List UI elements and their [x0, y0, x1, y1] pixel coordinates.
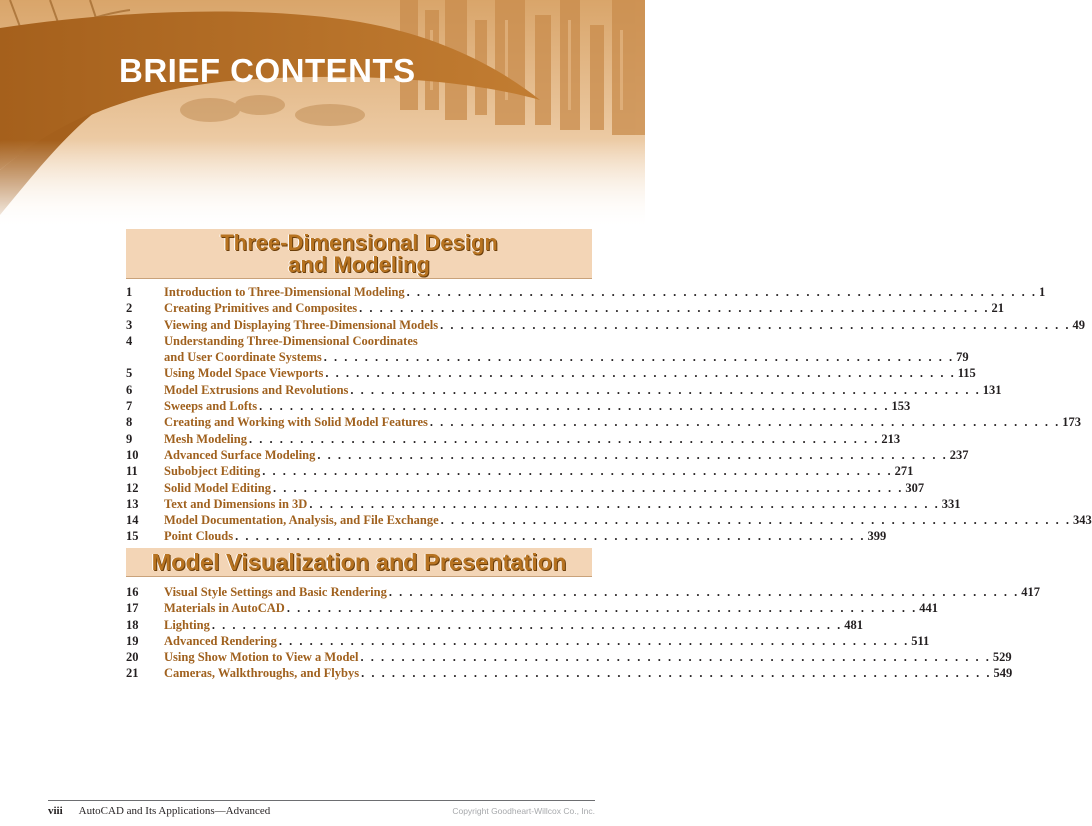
leader-dots: . . . . . . . . . . . . . . . . . . . . . . . . . . . . . . . . . . . . . . . . . . . . . . . . . . . . . . . . . . . . . .: [429, 415, 1061, 430]
chapter-number: 18: [126, 617, 139, 632]
section-heading-3d-design: [126, 229, 592, 279]
leader-dots: . . . . . . . . . . . . . . . . . . . . . . . . . . . . . . . . . . . . . . . . . . . . . . . . . . . . . . . . . . . . . .: [406, 285, 1038, 299]
leader-dots: . . . . . . . . . . . . . . . . . . . . . . . . . . . . . . . . . . . . . . . . . . . . . . . . . . . . . . . . . . . . . .: [361, 666, 992, 681]
chapter-number: 11: [126, 464, 138, 479]
toc-entry[interactable]: [126, 633, 930, 649]
page-number: 79: [956, 350, 969, 365]
leader-dots: . . . . . . . . . . . . . . . . . . . . . . . . . . . . . . . . . . . . . . . . . . . . . . . . . . . . . . . . . . . . . .: [359, 301, 990, 316]
chapter-title[interactable]: Advanced Rendering: [164, 633, 277, 648]
toc-entry[interactable]: [126, 528, 887, 544]
chapter-number: 5: [126, 366, 133, 381]
page-number: 131: [982, 382, 1002, 397]
page-number: 343: [1073, 513, 1092, 528]
leader-dots: . . . . . . . . . . . . . . . . . . . . . . . . . . . . . . . . . . . . . . . . . . . . . . . . . . . . . . . . . . . . . .: [323, 350, 955, 365]
leader-dots: . . . . . . . . . . . . . . . . . . . . . . . . . . . . . . . . . . . . . . . . . . . . . . . . . . . . . . . . . . . . . .: [259, 399, 890, 414]
page-number: 213: [881, 431, 901, 446]
toc-entry[interactable]: [126, 512, 1092, 528]
page-number: 549: [993, 666, 1013, 681]
toc-entry[interactable]: [126, 349, 969, 365]
toc-entry[interactable]: [126, 665, 1013, 681]
page-number: 481: [844, 617, 863, 632]
chapter-number: 14: [126, 513, 139, 528]
leader-dots: . . . . . . . . . . . . . . . . . . . . . . . . . . . . . . . . . . . . . . . . . . . . . . . . . . . . . . . . . . . . . .: [350, 382, 981, 397]
toc-entry[interactable]: [126, 584, 1040, 600]
chapter-title[interactable]: Sweeps and Lofts: [164, 399, 258, 414]
leader-dots: . . . . . . . . . . . . . . . . . . . . . . . . . . . . . . . . . . . . . . . . . . . . . . . . . . . . . . . . . . . . . .: [272, 480, 904, 495]
chapter-title[interactable]: Introduction to Three-Dimensional Modeling: [164, 285, 405, 299]
chapter-title[interactable]: Subobject Editing: [164, 464, 261, 479]
page-number: 115: [957, 366, 976, 381]
page-number: 441: [919, 601, 938, 616]
chapter-number: 19: [126, 633, 139, 648]
page-number: 1: [1039, 285, 1046, 299]
leader-dots: . . . . . . . . . . . . . . . . . . . . . . . . . . . . . . . . . . . . . . . . . . . . . . . . . . . . . . . . . . . . . .: [262, 464, 893, 479]
page-number: 307: [905, 480, 925, 495]
footer-divider: [48, 800, 595, 801]
page-number: 49: [1072, 317, 1085, 332]
toc-entry[interactable]: [126, 398, 911, 414]
chapter-title[interactable]: Advanced Surface Modeling: [164, 447, 316, 462]
chapter-title[interactable]: Cameras, Walkthroughs, and Flybys: [164, 666, 360, 681]
page-number: 529: [992, 650, 1012, 665]
section-heading-visualization: [126, 548, 592, 577]
page-number: 21: [991, 301, 1005, 316]
chapter-title[interactable]: Lighting: [164, 617, 210, 632]
toc-entry[interactable]: [126, 382, 1002, 398]
leader-dots: . . . . . . . . . . . . . . . . . . . . . . . . . . . . . . . . . . . . . . . . . . . . . . . . . . . . . . . . . . . . . .: [278, 633, 910, 648]
toc-entry[interactable]: [126, 496, 961, 512]
toc-entry[interactable]: [126, 480, 925, 496]
chapter-title[interactable]: Model Documentation, Analysis, and File Exchange: [164, 513, 439, 528]
banner-artwork: [0, 0, 645, 230]
toc-entry[interactable]: [126, 317, 1085, 333]
toc-entry[interactable]: [126, 414, 1082, 430]
leader-dots: . . . . . . . . . . . . . . . . . . . . . . . . . . . . . . . . . . . . . . . . . . . . . . . . . . . . . . . . . . . . . .: [440, 513, 1072, 528]
chapter-title[interactable]: Creating Primitives and Composites: [164, 301, 358, 316]
chapter-number: 7: [126, 399, 133, 414]
chapter-number: 17: [126, 601, 139, 616]
chapter-number: 16: [126, 585, 139, 599]
page-number: 417: [1021, 585, 1040, 599]
chapter-title[interactable]: Creating and Working with Solid Model Features: [164, 415, 428, 430]
page-number: 399: [867, 529, 887, 544]
leader-dots: . . . . . . . . . . . . . . . . . . . . . . . . . . . . . . . . . . . . . . . . . . . . . . . . . . . . . . . . . . . . . .: [286, 601, 918, 616]
leader-dots: . . . . . . . . . . . . . . . . . . . . . . . . . . . . . . . . . . . . . . . . . . . . . . . . . . . . . . . . . . . . . .: [325, 366, 956, 381]
toc-entry[interactable]: [126, 600, 938, 616]
page-number: 173: [1062, 415, 1082, 430]
chapter-number: 3: [126, 317, 133, 332]
page-number: 511: [911, 633, 930, 648]
chapter-number: 12: [126, 480, 139, 495]
chapter-number: 20: [126, 650, 139, 665]
toc-entry[interactable]: [126, 649, 1012, 665]
chapter-title[interactable]: Using Model Space Viewports: [164, 366, 324, 381]
footer-copyright: Copyright Goodheart-Willcox Co., Inc.: [452, 806, 595, 816]
footer-left: [48, 805, 270, 817]
toc-entry[interactable]: [126, 365, 976, 381]
chapter-number: 21: [126, 666, 139, 681]
toc-section-3d-design: [126, 284, 1092, 545]
chapter-number: 4: [126, 333, 133, 348]
toc-entry[interactable]: [126, 463, 914, 479]
chapter-title[interactable]: Understanding Three-Dimensional Coordinates: [164, 333, 418, 348]
toc-entry[interactable]: [126, 617, 863, 633]
chapter-number: 10: [126, 447, 139, 462]
leader-dots: . . . . . . . . . . . . . . . . . . . . . . . . . . . . . . . . . . . . . . . . . . . . . . . . . . . . . . . . . . . . . .: [235, 529, 866, 544]
chapter-title[interactable]: Using Show Motion to View a Model: [164, 650, 359, 665]
leader-dots: . . . . . . . . . . . . . . . . . . . . . . . . . . . . . . . . . . . . . . . . . . . . . . . . . . . . . . . . . . . . . .: [317, 447, 948, 462]
toc-entry[interactable]: [126, 300, 1005, 316]
chapter-number: 6: [126, 382, 133, 397]
chapter-title[interactable]: Point Clouds: [164, 529, 234, 544]
section-heading-line1: Three-Dimensional Design: [220, 230, 498, 255]
toc-entry[interactable]: [126, 447, 969, 463]
chapter-title[interactable]: Materials in AutoCAD: [164, 601, 285, 616]
section-heading-line1: Model Visualization and Presentation: [151, 549, 567, 575]
chapter-title[interactable]: Solid Model Editing: [164, 480, 271, 495]
chapter-title[interactable]: Viewing and Displaying Three-Dimensional Models: [164, 317, 439, 332]
leader-dots: . . . . . . . . . . . . . . . . . . . . . . . . . . . . . . . . . . . . . . . . . . . . . . . . . . . . . . . . . . . . . .: [309, 496, 940, 511]
leader-dots: . . . . . . . . . . . . . . . . . . . . . . . . . . . . . . . . . . . . . . . . . . . . . . . . . . . . . . . . . . . . . .: [388, 585, 1020, 599]
toc-entry[interactable]: [126, 284, 1046, 300]
chapter-title[interactable]: and User Coordinate Systems: [164, 350, 322, 365]
page-number: 237: [949, 447, 969, 462]
footer-page-number: viii: [48, 805, 63, 817]
chapter-number: 2: [126, 301, 133, 316]
chapter-title[interactable]: Mesh Modeling: [164, 431, 247, 446]
chapter-number: 13: [126, 496, 139, 511]
chapter-title[interactable]: Visual Style Settings and Basic Rendering: [164, 585, 387, 599]
chapter-number: 15: [126, 529, 139, 544]
section-heading-line2: and Modeling: [288, 252, 430, 277]
toc-entry[interactable]: [126, 333, 592, 349]
leader-dots: . . . . . . . . . . . . . . . . . . . . . . . . . . . . . . . . . . . . . . . . . . . . . . . . . . . . . . . . . . . . . .: [360, 650, 991, 665]
leader-dots: . . . . . . . . . . . . . . . . . . . . . . . . . . . . . . . . . . . . . . . . . . . . . . . . . . . . . . . . . . . . . .: [211, 617, 843, 632]
chapter-title[interactable]: Model Extrusions and Revolutions: [164, 382, 349, 397]
chapter-number: 1: [126, 285, 133, 299]
chapter-title[interactable]: Text and Dimensions in 3D: [164, 496, 308, 511]
page-number: 331: [941, 496, 961, 511]
page-number: 271: [894, 464, 914, 479]
footer-book-title: AutoCAD and Its Applications—Advanced: [78, 805, 271, 817]
page-title: BRIEF CONTENTS: [119, 52, 416, 89]
toc-entry[interactable]: [126, 431, 901, 447]
header-banner: [0, 0, 645, 230]
chapter-number: 9: [126, 431, 133, 446]
leader-dots: . . . . . . . . . . . . . . . . . . . . . . . . . . . . . . . . . . . . . . . . . . . . . . . . . . . . . . . . . . . . . .: [440, 317, 1071, 332]
chapter-number: 8: [126, 415, 133, 430]
toc-section-visualization: [126, 584, 1040, 682]
leader-dots: . . . . . . . . . . . . . . . . . . . . . . . . . . . . . . . . . . . . . . . . . . . . . . . . . . . . . . . . . . . . . .: [248, 431, 880, 446]
page-number: 153: [891, 399, 911, 414]
